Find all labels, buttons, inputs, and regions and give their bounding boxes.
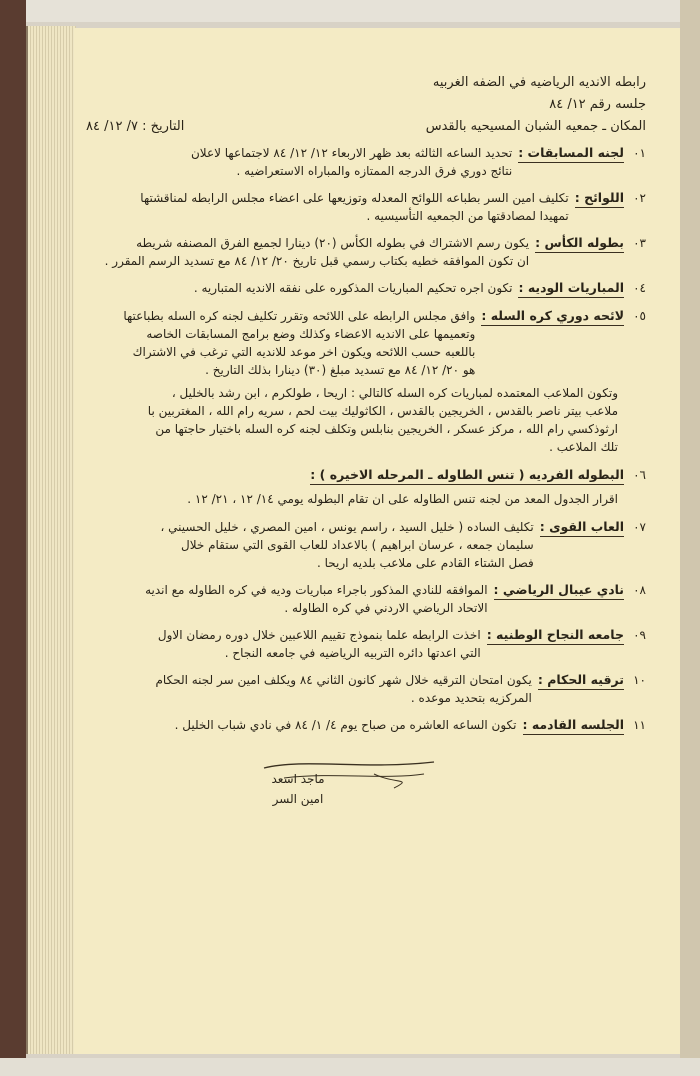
item-heading: اللوائح : — [575, 189, 624, 208]
item-heading: المباريات الوديه : — [518, 279, 624, 298]
item-number: ٠٢ — [633, 191, 646, 205]
agenda-item — [86, 716, 646, 735]
agenda-item — [86, 466, 646, 485]
item-body — [86, 518, 534, 572]
item-text-line: يكون رسم الاشتراك في بطوله الكأس (٢٠) دينارا لجميع الفرق المصنفه شريطه — [136, 236, 530, 250]
item-text-line: يكون امتحان الترقيه خلال شهر كانون الثاني ٨٤ ويكلف امين سر لجنه الحكام — [155, 673, 532, 687]
item-continuation-line: ملاعب بيتر ناصر بالقدس ، الخريجين بالقدس ، الكاثوليك بيت لحم ، سريه رام الله ، المغتربين با — [147, 404, 618, 418]
item-number: ٠٤ — [633, 281, 646, 295]
agenda-item — [86, 671, 646, 707]
item-body — [86, 626, 481, 662]
document-page — [74, 28, 680, 1054]
item-text-line: تكون اجره تحكيم المباريات المذكوره على نفقه الانديه المتباريه . — [193, 281, 513, 295]
item-number: ١٠ — [633, 673, 646, 687]
item-number: ٠٩ — [633, 628, 646, 642]
agenda-item — [86, 234, 646, 270]
item-text-line: ان تكون الموافقه خطيه بكتاب رسمي قبل تاريخ ٢٠/ ١٢/ ٨٤ مع تسديد الرسم المقرر . — [104, 254, 530, 268]
agenda-items — [86, 144, 646, 735]
meta-row — [86, 116, 646, 138]
item-heading: ترقيه الحكام : — [538, 671, 624, 690]
item-continuation-line: ارثوذكسي رام الله ، مركز عسكر ، الخريجين بنابلس وتكلف لجنه كره السله باختيار حاجتها من — [155, 422, 618, 436]
item-text-line: المركزيه بتحديد موعده . — [410, 691, 532, 705]
item-heading: نادي عيبال الرياضي : — [494, 581, 624, 600]
agenda-item — [86, 279, 646, 298]
item-text-line: نتائج دوري فرق الدرجه الممتازه والمباراه الاستعراضيه . — [236, 164, 513, 178]
item-text-line: وتعميمها على الانديه الاعضاء وكذلك وضع برامج المسابقات الخاصه — [146, 327, 476, 341]
item-text-line: باللعبه حسب اللائحه ويكون اخر موعد للانديه التي ترغب في الاشتراك — [132, 345, 476, 359]
item-number: ٠٧ — [633, 520, 646, 534]
agenda-item — [86, 626, 646, 662]
item-body — [86, 307, 475, 379]
page-edges — [26, 26, 76, 1054]
agenda-item — [86, 189, 646, 225]
item-continuation-line: اقرار الجدول المعد من لجنه تنس الطاوله على ان تقام البطوله يومي ١٤/ ١٢ ، ٢١/ ١٢ . — [187, 492, 618, 506]
minutes-document — [86, 72, 646, 744]
item-text-line: تكليف امين السر بطباعه اللوائح المعدله وتوزيعها على اعضاء مجلس الرابطه لمناقشتها — [140, 191, 569, 205]
item-text-line: تكون الساعه العاشره من صباح يوم ٤/ ١/ ٨٤ في نادي شباب الخليل . — [174, 718, 517, 732]
item-heading: لائحه دوري كره السله : — [481, 307, 624, 326]
item-text-line: سليمان جمعه ، عرسان ابراهيم ) بالاعداد للعاب القوى التي ستقام خلال — [180, 538, 534, 552]
item-number: ٠١ — [633, 146, 646, 160]
item-body — [86, 144, 512, 180]
book-gutter — [680, 0, 700, 1076]
item-number: ٠٥ — [633, 309, 646, 323]
item-number: ١١ — [633, 718, 646, 732]
item-heading: بطوله الكأس : — [535, 234, 624, 253]
item-text-line: وافق مجلس الرابطه على اللائحه وتقرر تكليف لجنه كره السله بطباعتها — [123, 309, 476, 323]
book-cover-top — [0, 0, 700, 22]
item-continuation-line: وتكون الملاعب المعتمده لمباريات كره السله كالتالي : اريحا ، طولكرم ، ابن رشد بالخليل ، — [171, 386, 618, 400]
item-text-line: تكليف الساده ( خليل السيد ، راسم يونس ، امين المصري ، خليل الحسيني ، — [160, 520, 534, 534]
agenda-item — [86, 307, 646, 379]
item-continuation — [86, 384, 646, 456]
item-text-line: اخذت الرابطه علما بنموذج تقييم اللاعبين خلال دوره رمضان الاول — [157, 628, 481, 642]
item-text-line: تحديد الساعه الثالثه بعد ظهر الاربعاء ١٢/ ١٢/ ٨٤ لاجتماعها لاعلان — [190, 146, 513, 160]
agenda-item — [86, 518, 646, 572]
item-heading: العاب القوى : — [540, 518, 624, 537]
item-continuation-line: تلك الملاعب . — [549, 440, 618, 454]
item-text-line: الموافقه للنادي المذكور باجراء مباريات وديه في كره الطاوله مع انديه — [145, 583, 488, 597]
item-number: ٠٦ — [633, 468, 646, 482]
item-heading: الجلسه القادمه : — [523, 716, 625, 735]
item-body — [86, 189, 569, 225]
item-body — [86, 581, 488, 617]
book-cover-bottom — [0, 1058, 700, 1076]
book-cover-spine — [0, 0, 26, 1076]
item-number: ٠٨ — [633, 583, 646, 597]
document-title: رابطه الانديه الرياضيه في الضفه الغربيه — [432, 75, 646, 90]
signatory-name: ماجد اسعد — [271, 772, 325, 786]
item-heading: جامعه النجاح الوطنيه : — [487, 626, 624, 645]
agenda-item — [86, 144, 646, 180]
session-number: جلسه رقم ١٢/ ٨٤ — [549, 97, 646, 112]
agenda-item — [86, 581, 646, 617]
item-body — [86, 279, 512, 297]
item-body — [86, 716, 517, 734]
signatory-title: امين السر — [272, 792, 324, 806]
item-text-line: الاتحاد الرياضي الاردني في كره الطاوله . — [284, 601, 488, 615]
item-text-line: التي اعدتها دائره التربيه الرياضيه في جامعه النجاح . — [224, 646, 481, 660]
meeting-place: المكان ـ جمعيه الشبان المسيحيه بالقدس — [425, 119, 646, 134]
item-number: ٠٣ — [633, 236, 646, 250]
item-heading: البطوله الفرديه ( تنس الطاوله ـ المرحله الاخيره ) : — [310, 466, 624, 485]
item-text-line: فصل الشتاء القادم على ملاعب بلديه اريحا . — [316, 556, 534, 570]
item-body — [86, 234, 529, 270]
item-text-line: هو ٢٠/ ١٢/ ٨٤ مع تسديد مبلغ (٣٠) دينارا بذلك التاريخ . — [205, 363, 476, 377]
item-heading: لجنه المسابقات : — [518, 144, 624, 163]
meeting-date: التاريخ : ٧/ ١٢/ ٨٤ — [86, 119, 185, 134]
item-text-line: تمهيدا لمصادقتها من الجمعيه التأسيسيه . — [366, 209, 569, 223]
item-body — [86, 671, 532, 707]
item-continuation — [86, 490, 646, 508]
